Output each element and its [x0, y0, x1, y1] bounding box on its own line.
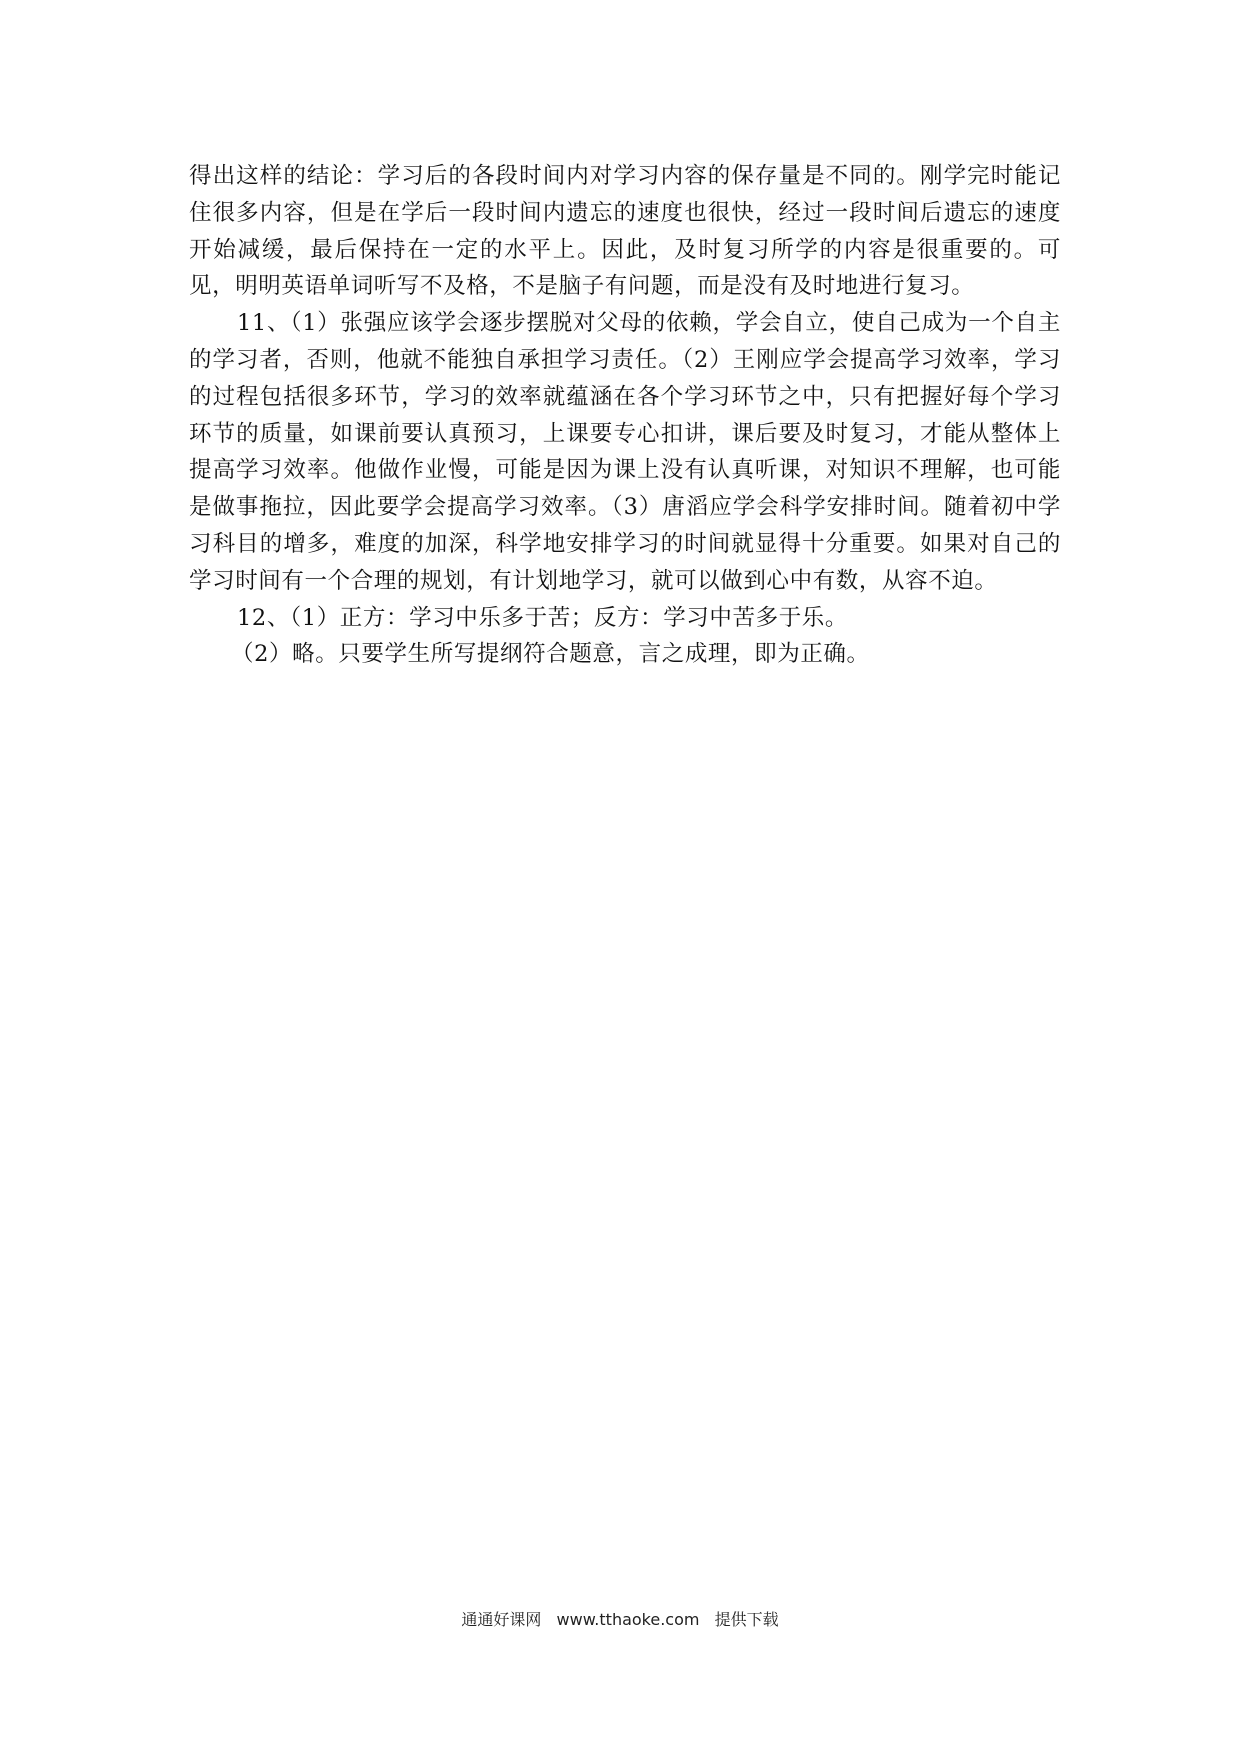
- paragraph-question-12-part-2: （2）略。只要学生所写提纲符合题意，言之成理，即为正确。: [231, 641, 870, 668]
- paragraph-memory-conclusion: 得出这样的结论：学习后的各段时间内对学习内容的保存量是不同的。刚学完时能记住很多内容，但是在学后一段时间内遗忘的速度也很快，经过一段时间后遗忘的速度开始减缓，最后保持在一定的水平上。因此，及时复习所学的内容是很重要的。可见，明明英语单词听写不及格，不是脑子有问题，而是没有及时地进行复习。: [189, 163, 1061, 300]
- page-footer: [0, 1607, 1240, 1630]
- paragraph-question-11: 11、（1）张强应该学会逐步摆脱对父母的依赖，学会自立，使自己成为一个自主的学习者，否则，他就不能独自承担学习责任。（2）王刚应学会提高学习效率，学习的过程包括很多环节，学习的效率就蕴涵在各个学习环节之中，只有把握好每个学习环节的质量，如课前要认真预习，上课要专心扣讲，课后要及时复习，才能从整体上提高学习效率。他做作业慢，可能是因为课上没有认真听课，对知识不理解，也可能是做事拖拉，因此要学会提高学习效率。（3）唐滔应学会科学安排时间。随着初中学习科目的增多，难度的加深，科学地安排学习的时间就显得十分重要。如果对自己的学习时间有一个合理的规划，有计划地学习，就可以做到心中有数，从容不迫。: [189, 310, 1061, 594]
- document-body: [189, 158, 1061, 673]
- footer-suffix: 提供下载: [714, 1610, 779, 1629]
- paragraph-question-12-part-1: 12、（1）正方：学习中乐多于苦；反方：学习中苦多于乐。: [237, 604, 848, 631]
- footer-site-name: 通通好课网: [461, 1610, 542, 1629]
- footer-url[interactable]: www.tthaoke.com: [556, 1610, 700, 1629]
